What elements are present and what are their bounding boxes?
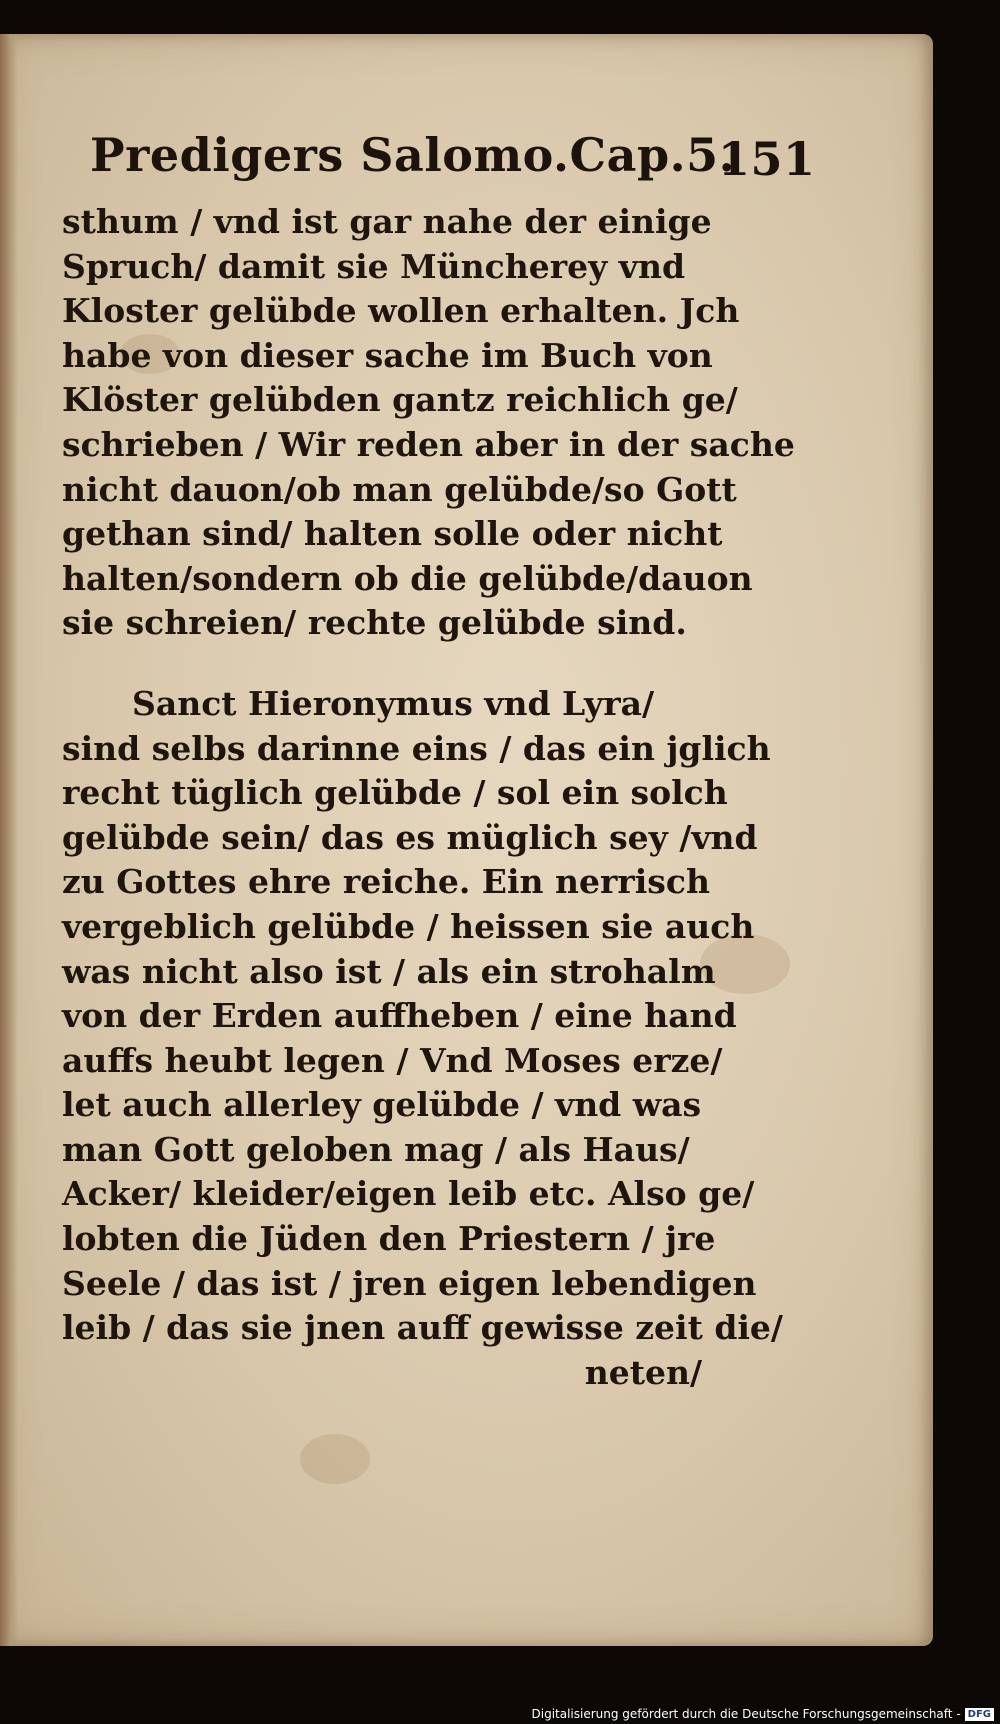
dfg-credit-banner — [532, 1707, 995, 1721]
text-line: lobten die Jüden den Priestern / jre — [62, 1219, 716, 1259]
text-line: man Gott geloben mag / als Haus/ — [62, 1129, 690, 1169]
page-number: 151 — [718, 132, 816, 186]
text-line: recht tüglich gelübde / sol ein solch — [62, 773, 728, 813]
text-line: Acker/ kleider/eigen leib etc. Also ge/ — [62, 1174, 755, 1214]
text-line: Sanct Hieronymus vnd Lyra/ — [132, 683, 655, 723]
text-line: habe von dieser sache im Buch von — [62, 335, 713, 375]
text-line: zu Gottes ehre reiche. Ein nerrisch — [62, 862, 710, 902]
text-line: gethan sind/ halten solle oder nicht — [62, 514, 723, 554]
text-line: halten/sondern ob die gelübde/dauon — [62, 558, 753, 598]
dfg-logo: DFG — [965, 1708, 994, 1721]
text-line: gelübde sein/ das es müglich sey /vnd — [62, 817, 758, 857]
text-line: schrieben / Wir reden aber in der sache — [62, 424, 795, 464]
paragraph-gap — [62, 646, 742, 682]
dfg-credit-text: Digitalisierung gefördert durch die Deutsche Forschungsgemeinschaft - — [531, 1707, 961, 1721]
text-block — [62, 200, 795, 1395]
text-line: leib / das sie jnen auff gewisse zeit die/ — [62, 1308, 783, 1348]
page-binding-edge — [0, 34, 18, 1646]
text-line: was nicht also ist / als ein strohalm — [62, 951, 716, 991]
text-line: sthum / vnd ist gar nahe der einige — [62, 202, 712, 241]
text-line: Spruch/ damit sie Müncherey vnd — [62, 246, 686, 286]
text-line: let auch allerley gelübde / vnd was — [62, 1085, 702, 1125]
text-line: von der Erden auffheben / eine hand — [62, 996, 737, 1036]
text-line: Seele / das ist / jren eigen lebendigen — [62, 1263, 757, 1303]
catchword: neten/ — [584, 1352, 702, 1392]
text-line: sind selbs darinne eins / das ein jglich — [62, 728, 771, 768]
running-head — [90, 128, 816, 198]
text-line: Kloster gelübde wollen erhalten. Jch — [62, 291, 740, 331]
text-line: Klöster gelübden gantz reichlich ge/ — [62, 380, 738, 420]
text-line: vergeblich gelübde / heissen sie auch — [62, 906, 755, 946]
text-line: sie schreien/ rechte gelübde sind. — [62, 603, 687, 643]
text-line: auffs heubt legen / Vnd Moses erze/ — [62, 1040, 723, 1080]
text-line: nicht dauon/ob man gelübde/so Gott — [62, 469, 737, 509]
running-title: Predigers Salomo.Cap.5. — [90, 128, 736, 182]
